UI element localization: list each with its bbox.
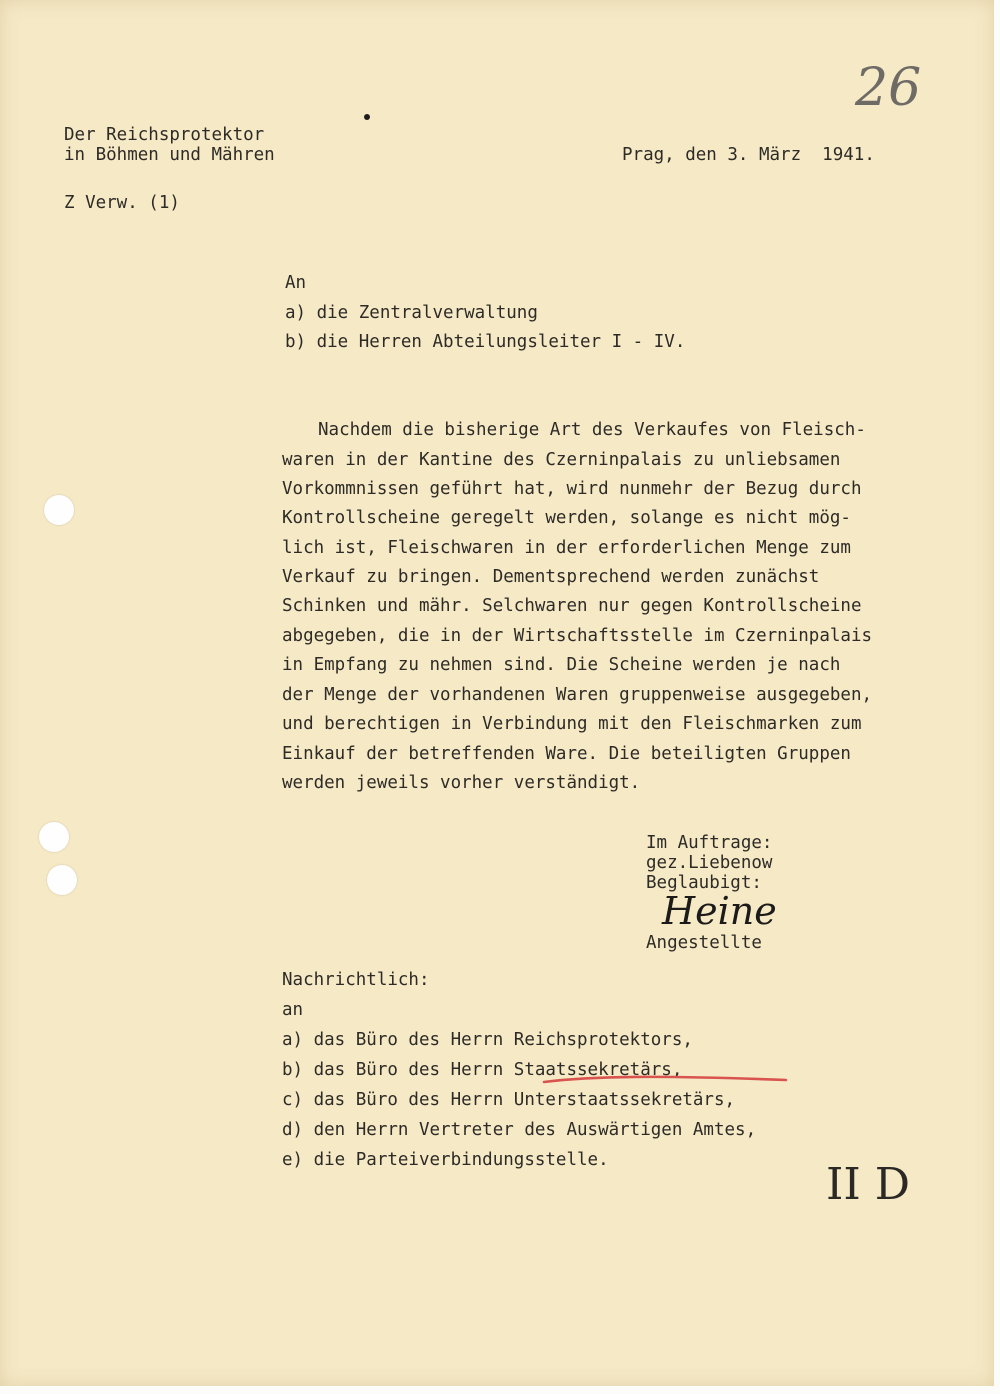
punch-hole-lower-2	[47, 865, 77, 895]
red-underline	[540, 1072, 790, 1088]
copy-item: d) den Herrn Vertreter des Auswärtigen Amtes,	[282, 1120, 757, 1140]
archive-page-number	[855, 58, 921, 118]
copy-item: e) die Parteiverbindungsstelle.	[282, 1150, 609, 1170]
body-line: Einkauf der betreffenden Ware. Die beteiligten Gruppen	[282, 744, 851, 764]
handwritten-signature: Heine	[662, 889, 777, 933]
body-line: abgegeben, die in der Wirtschaftsstelle im Czerninpalais	[282, 626, 873, 646]
body-line: und berechtigen in Verbindung mit den Fleischmarken zum	[282, 714, 862, 734]
signature-line-3: Beglaubigt:	[646, 873, 762, 893]
recipient-item: a) die Zentralverwaltung	[285, 303, 538, 323]
signature-line-2: gez.Liebenow	[646, 853, 773, 873]
body-line: der Menge der vorhandenen Waren gruppenweise ausgegeben,	[282, 685, 873, 705]
body-line: Verkauf zu bringen. Dementsprechend werden zunächst	[282, 567, 820, 587]
recipients-heading: An	[285, 273, 307, 293]
body-line: lich ist, Fleischwaren in der erforderlichen Menge zum	[282, 538, 851, 558]
body-line: Nachdem die bisherige Art des Verkaufes von Fleisch-	[318, 420, 866, 440]
copies-sub: an	[282, 1000, 304, 1020]
body-line: werden jeweils vorher verständigt.	[282, 773, 641, 793]
signature-line-1: Im Auftrage:	[646, 833, 773, 853]
body-line: Kontrollscheine geregelt werden, solange es nicht mög-	[282, 508, 851, 528]
copy-item: a) das Büro des Herrn Reichsprotektors,	[282, 1030, 693, 1050]
punch-hole-lower-1	[39, 822, 69, 852]
copy-item: c) das Büro des Herrn Unterstaatssekretärs,	[282, 1090, 736, 1110]
body-line: in Empfang zu nehmen sind. Die Scheine werden je nach	[282, 655, 841, 675]
body-line: Schinken und mähr. Selchwaren nur gegen Kontrollscheine	[282, 596, 862, 616]
copies-heading: Nachrichtlich:	[282, 970, 430, 990]
body-line: waren in der Kantine des Czerninpalais zu unliebsamen	[282, 450, 841, 470]
signature-line-4: Angestellte	[646, 933, 762, 953]
ink-dot	[364, 114, 370, 120]
scan-edge-right	[994, 0, 1000, 1394]
sender-line-2: in Böhmen und Mähren	[64, 145, 275, 165]
copy-item: b) das Büro des Herrn Staatssekretärs,	[282, 1060, 683, 1080]
sender-line-1: Der Reichsprotektor	[64, 125, 265, 145]
recipient-item: b) die Herren Abteilungsleiter I - IV.	[285, 332, 686, 352]
scan-edge-bottom	[0, 1386, 1000, 1394]
reference: Z Verw. (1)	[64, 193, 180, 213]
body-line: Vorkommnissen geführt hat, wird nunmehr der Bezug durch	[282, 479, 862, 499]
place-date: Prag, den 3. März 1941.	[622, 145, 875, 165]
punch-hole-upper	[44, 495, 74, 525]
archive-page-number-text: 26	[855, 58, 922, 118]
archive-mark: II D	[826, 1159, 911, 1210]
